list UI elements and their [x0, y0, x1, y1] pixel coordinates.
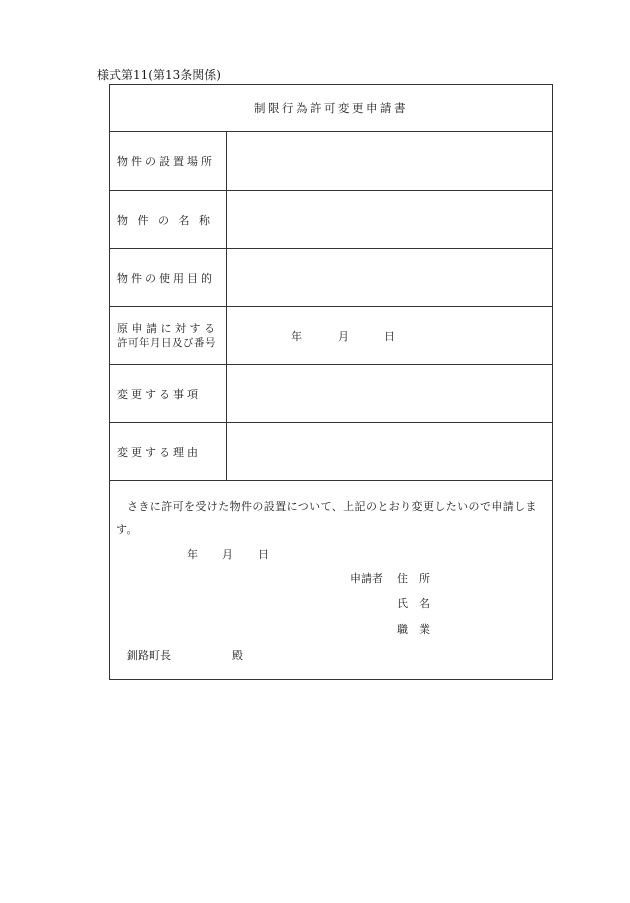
name-label: 氏 名 — [397, 597, 430, 610]
label-original-permit-line1: 原申請に対する — [117, 321, 219, 335]
row-object-name — [110, 191, 552, 249]
field-usage-purpose[interactable] — [227, 249, 552, 306]
label-installation-location: 物件の設置場所 — [110, 132, 227, 190]
address-label: 住 所 — [397, 572, 430, 585]
field-installation-location[interactable] — [227, 132, 552, 190]
statement-section — [110, 481, 552, 679]
addressee-label: 釧路町長 — [127, 649, 171, 662]
row-change-items — [110, 365, 552, 423]
form-title: 制限行為許可変更申請書 — [110, 85, 552, 132]
row-change-reason — [110, 423, 552, 481]
permit-month-label: 月 — [338, 329, 349, 343]
application-day-label: 日 — [258, 548, 269, 561]
field-change-reason[interactable] — [227, 423, 552, 480]
label-original-permit — [110, 307, 227, 364]
label-original-permit-line2: 許可年月日及び番号 — [117, 336, 216, 349]
application-form-table — [109, 84, 553, 680]
applicant-label: 申請者 — [350, 572, 383, 585]
label-object-name: 物 件 の 名 称 — [110, 191, 227, 248]
application-month-label: 月 — [222, 548, 233, 561]
application-year-label: 年 — [187, 548, 198, 561]
permit-day-label: 日 — [384, 329, 395, 343]
label-change-items: 変更する事項 — [110, 365, 227, 422]
field-original-permit-date[interactable] — [227, 307, 552, 364]
field-object-name[interactable] — [227, 191, 552, 248]
statement-text: さきに許可を受けた物件の設置について、上記のとおり変更したいので申請します。 — [116, 500, 537, 536]
permit-year-label: 年 — [291, 329, 302, 343]
occupation-label: 職 業 — [397, 623, 430, 636]
form-number: 様式第11(第13条関係) — [97, 68, 221, 82]
row-installation-location — [110, 132, 552, 191]
label-change-reason: 変更する理由 — [110, 423, 227, 480]
label-usage-purpose: 物件の使用目的 — [110, 249, 227, 306]
field-change-items[interactable] — [227, 365, 552, 422]
honorific-label: 殿 — [232, 649, 243, 662]
row-usage-purpose — [110, 249, 552, 307]
row-original-permit — [110, 307, 552, 365]
